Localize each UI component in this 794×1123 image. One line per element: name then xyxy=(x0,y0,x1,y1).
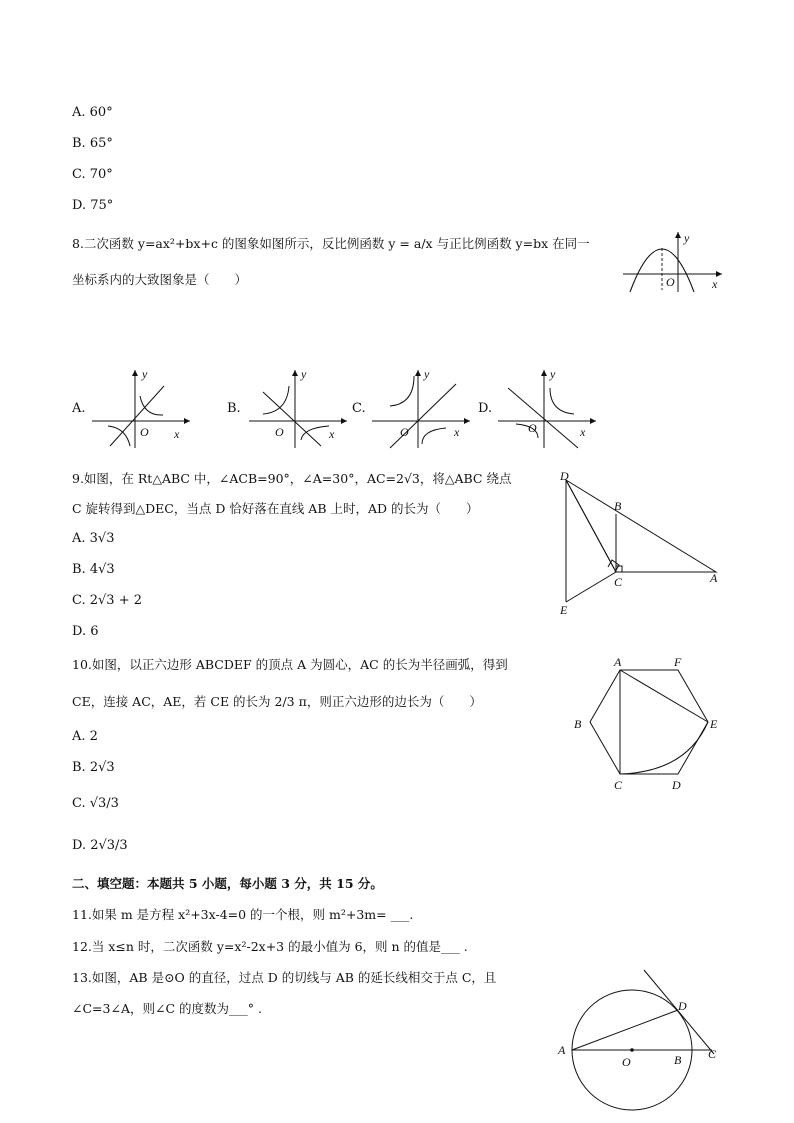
q8-option-b-label: B. xyxy=(227,401,241,416)
q9-label-d: D xyxy=(560,469,569,483)
q8-a-x-label: x xyxy=(174,427,180,441)
q10-option-d: D. 2√3/3 xyxy=(72,838,128,853)
q10-label-f: F xyxy=(674,655,682,669)
q8-option-b-graph xyxy=(245,366,351,450)
q13-label-c: C xyxy=(708,1047,717,1061)
q9-stem-line2: C 旋转得到△DEC，当点 D 恰好落在直线 AB 上时，AD 的长为（ ） xyxy=(72,501,479,516)
q7-option-d: D. 75° xyxy=(72,198,114,213)
q8-option-c-graph xyxy=(368,366,474,450)
q9-label-c: C xyxy=(614,575,623,589)
q9-triangle-figure xyxy=(552,466,732,622)
q8-option-a-graph xyxy=(88,366,194,450)
q10-stem-line1: 10.如图，以正六边形 ABCDEF 的顶点 A 为圆心，AC 的长为半径画弧，得到 xyxy=(72,657,508,672)
q8-c-origin: O xyxy=(400,425,409,439)
q8-d-origin: O xyxy=(528,421,537,435)
q8-b-x-label: x xyxy=(329,427,335,441)
q9-label-a: A xyxy=(710,571,718,585)
q9-option-c: C. 2√3 + 2 xyxy=(72,593,143,608)
q10-option-c: C. √3/3 xyxy=(72,796,119,811)
q13-circle-figure xyxy=(552,966,732,1114)
q7-option-b: B. 65° xyxy=(72,136,113,151)
q10-label-e: E xyxy=(710,717,718,731)
q11-stem: 11.如果 m 是方程 x²+3x-4=0 的一个根，则 m²+3m= ___. xyxy=(72,907,414,922)
q8-fig-y-label: y xyxy=(684,231,690,245)
q10-label-b: B xyxy=(574,717,582,731)
q13-stem-line2: ∠C=3∠A，则∠C 的度数为___° . xyxy=(72,1001,262,1016)
q9-stem-line1: 9.如图，在 Rt△ABC 中，∠ACB=90°，∠A=30°，AC=2√3，将△ABC 绕点 xyxy=(72,471,512,486)
q13-label-b: B xyxy=(674,1053,682,1067)
q13-stem-line1: 13.如图，AB 是⊙O 的直径，过点 D 的切线与 AB 的延长线相交于点 C，且 xyxy=(72,970,497,985)
q13-label-o: O xyxy=(622,1055,631,1069)
q13-label-d: D xyxy=(678,999,687,1013)
q10-stem-line2: CE，连接 AC，AE，若 CE 的长为 2/3 π，则正六边形的边长为（ ） xyxy=(72,694,482,709)
q9-option-d: D. 6 xyxy=(72,624,99,639)
q8-a-y-label: y xyxy=(142,367,148,381)
q8-fig-x-label: x xyxy=(712,277,718,291)
q7-option-c: C. 70° xyxy=(72,167,113,182)
q10-option-b: B. 2√3 xyxy=(72,760,115,775)
q10-label-d: D xyxy=(672,778,681,792)
q8-c-x-label: x xyxy=(454,425,460,439)
q8-a-origin: O xyxy=(140,425,149,439)
q8-stem-line2: 坐标系内的大致图象是（ ） xyxy=(72,272,248,287)
q10-option-a: A. 2 xyxy=(72,729,98,744)
q8-d-x-label: x xyxy=(580,425,586,439)
q12-stem: 12.当 x≤n 时，二次函数 y=x²-2x+3 的最小值为 6，则 n 的值是___ . xyxy=(72,939,468,954)
q9-option-b: B. 4√3 xyxy=(72,562,115,577)
q8-option-a-label: A. xyxy=(72,401,86,416)
q8-b-y-label: y xyxy=(301,367,307,381)
q9-option-a: A. 3√3 xyxy=(72,531,115,546)
q9-label-b: B xyxy=(614,499,622,513)
q8-d-y-label: y xyxy=(550,367,556,381)
q7-option-a: A. 60° xyxy=(72,105,113,120)
q8-option-c-label: C. xyxy=(352,401,366,416)
q8-option-d-graph xyxy=(494,366,600,450)
q8-fig-origin: O xyxy=(666,275,675,289)
q10-label-a: A xyxy=(614,655,622,669)
q8-parabola-figure xyxy=(618,228,728,294)
q10-label-c: C xyxy=(614,778,623,792)
q9-label-e: E xyxy=(560,603,568,617)
q8-stem-line1: 8.二次函数 y=ax²+bx+c 的图象如图所示，反比例函数 y = a/x 与正比例函数 y=bx 在同一 xyxy=(72,236,590,251)
q10-hexagon-figure xyxy=(568,652,728,794)
q13-label-a: A xyxy=(558,1043,566,1057)
q8-c-y-label: y xyxy=(424,367,430,381)
q8-b-origin: O xyxy=(275,425,284,439)
q8-option-d-label: D. xyxy=(478,401,493,416)
section-2-heading: 二、填空题：本题共 5 小题，每小题 3 分，共 15 分。 xyxy=(72,876,383,891)
